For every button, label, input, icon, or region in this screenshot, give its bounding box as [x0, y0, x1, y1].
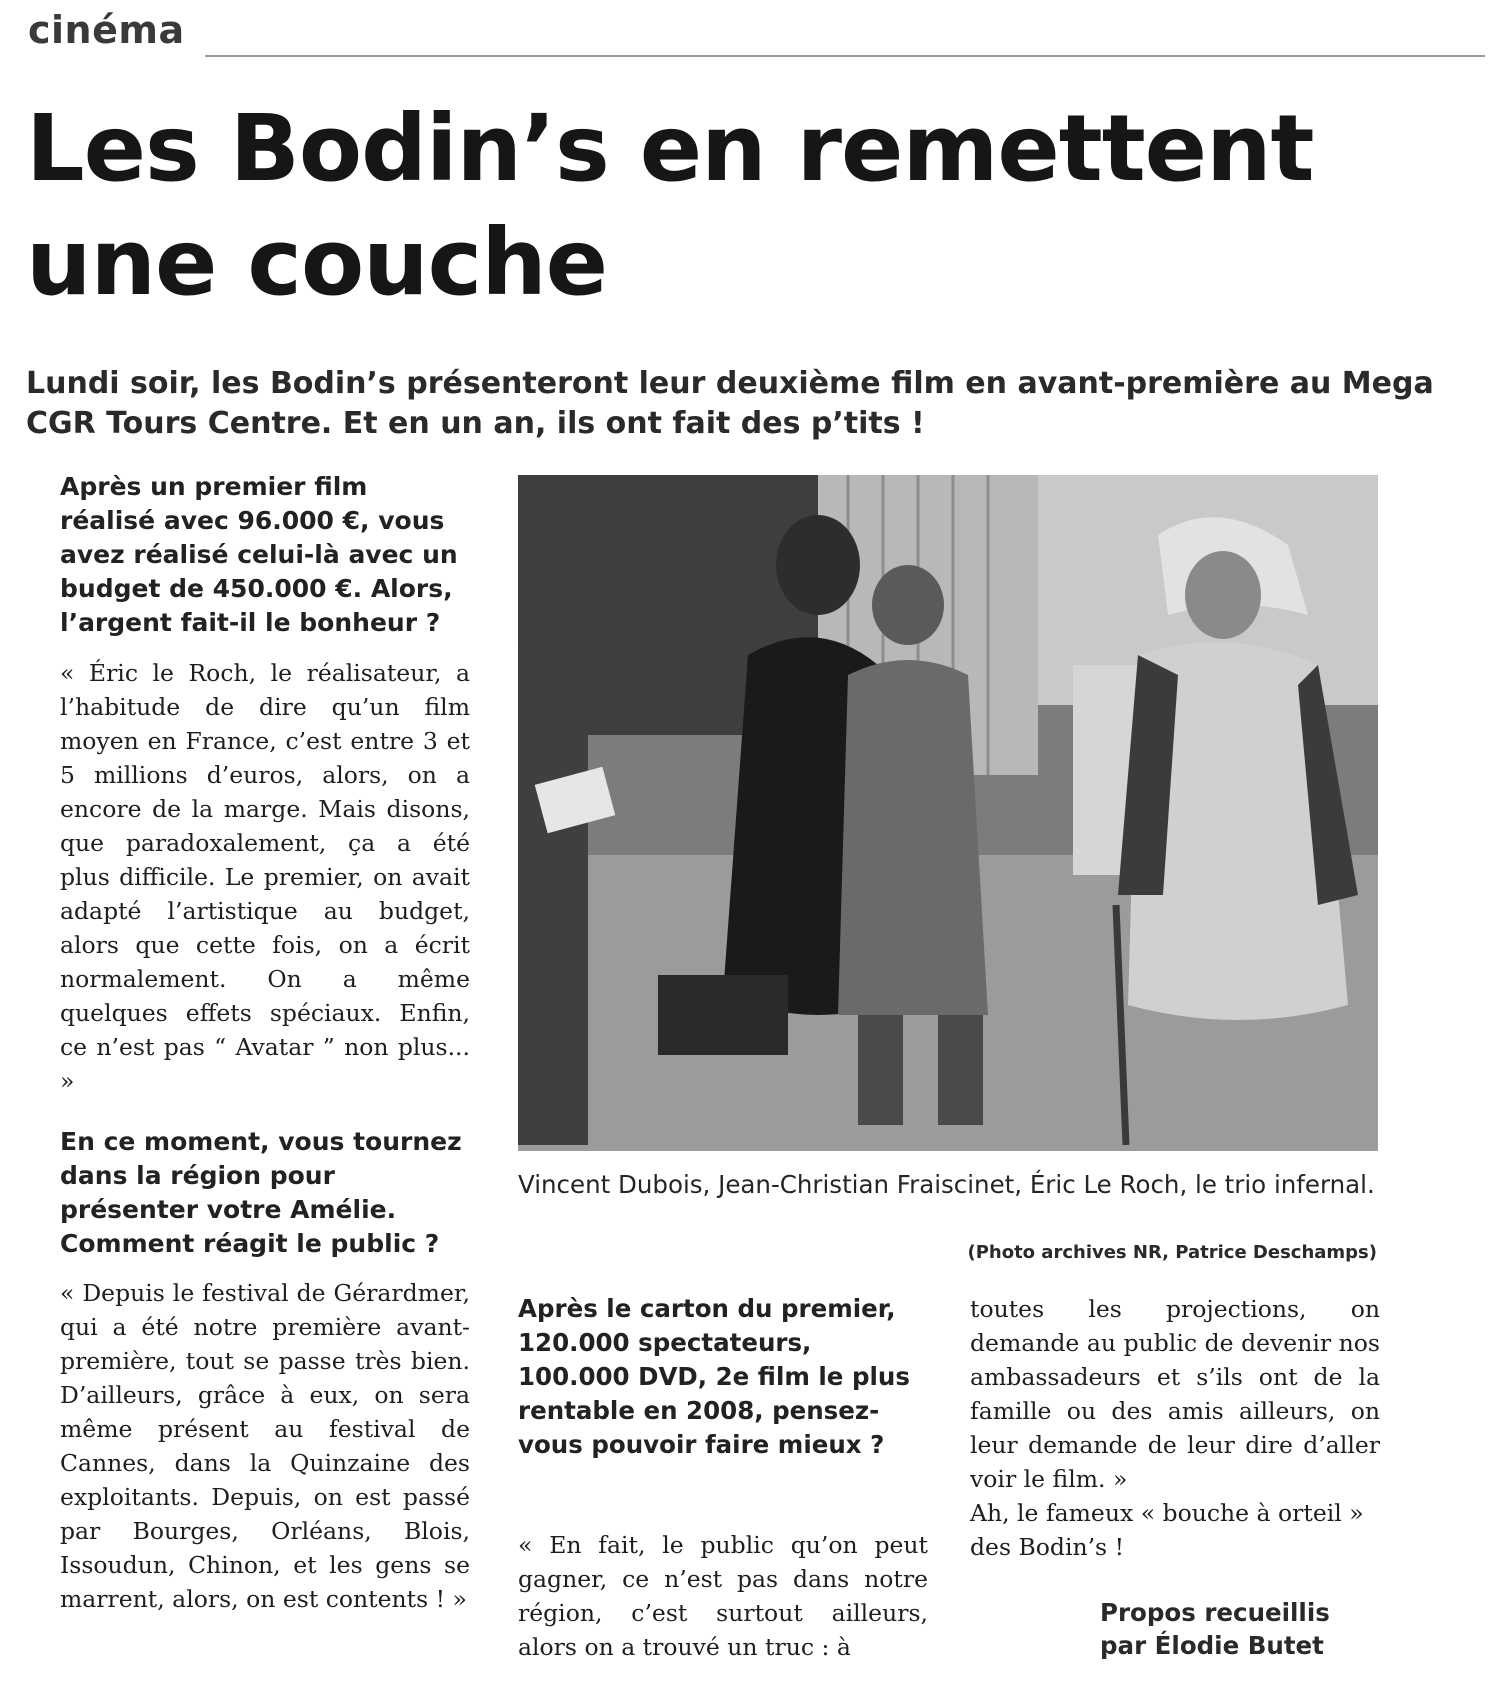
answer-2: « Depuis le festival de Gérardmer, qui a été notre première avant-première, tout se passe très bien. D’ailleurs, grâce à eux, on sera même présent au festival de Cannes, dans la Quinzaine des exploitants. Depuis, on est passé par Bourges, Orléans, Blois, Issoudun, Chinon, et les gens se marrent, alors, on est contents ! »	[60, 1279, 470, 1613]
question-3: Après le carton du premier, 120.000 spectateurs, 100.000 DVD, 2e film le plus rentable en 2008, pensez-vous pouvoir faire mieux ?	[518, 1294, 910, 1459]
question-2: En ce moment, vous tournez dans la région pour présenter votre Amélie. Comment réagit le public ?	[60, 1127, 462, 1258]
photo-illustration	[518, 475, 1378, 1151]
answer-1: « Éric le Roch, le réalisateur, a l’habitude de dire qu’un film moyen en France, c’est entre 3 et 5 millions d’euros, alors, on a encore de la marge. Mais disons, que paradoxalement, ça a été plus difficile. Le premier, on avait adapté l’artistique au budget, alors que cette fois, on a écrit normalement. On a même quelques effets spéciaux. Enfin, ce n’est pas “ Avatar ” non plus... »	[60, 659, 470, 1095]
byline-line-2: par Élodie Butet	[1100, 1631, 1324, 1660]
answer-3-part-2: toutes les projections, on demande au public de devenir nos ambassadeurs et s’ils ont de la famille ou des amis ailleurs, on leur demande de leur dire d’aller voir le film. »	[970, 1295, 1380, 1493]
headline: Les Bodin’s en remettent une couche	[26, 95, 1314, 316]
section-divider	[205, 55, 1485, 57]
article-photo	[518, 475, 1378, 1151]
section-label: cinéma	[28, 8, 185, 52]
closing-remark: Ah, le fameux « bouche à orteil » des Bodin’s !	[970, 1499, 1364, 1561]
question-1: Après un premier film réalisé avec 96.000 €, vous avez réalisé celui-là avec un budget de 450.000 €. Alors, l’argent fait-il le bonheur ?	[60, 472, 458, 637]
photo-caption: Vincent Dubois, Jean-Christian Fraiscinet, Éric Le Roch, le trio infernal.	[518, 1170, 1375, 1199]
byline	[1100, 1596, 1380, 1662]
standfirst: Lundi soir, les Bodin’s présenteront leur deuxième film en avant-première au Mega CGR Tours Centre. Et en un an, ils ont fait des p’tits !	[26, 366, 1434, 441]
byline-line-1: Propos recueillis	[1100, 1598, 1330, 1627]
photo-credit: (Photo archives NR, Patrice Deschamps)	[967, 1242, 1377, 1263]
answer-3-part-1: « En fait, le public qu’on peut gagner, ce n’est pas dans notre région, c’est surtout ailleurs, alors on a trouvé un truc : à	[518, 1531, 928, 1661]
